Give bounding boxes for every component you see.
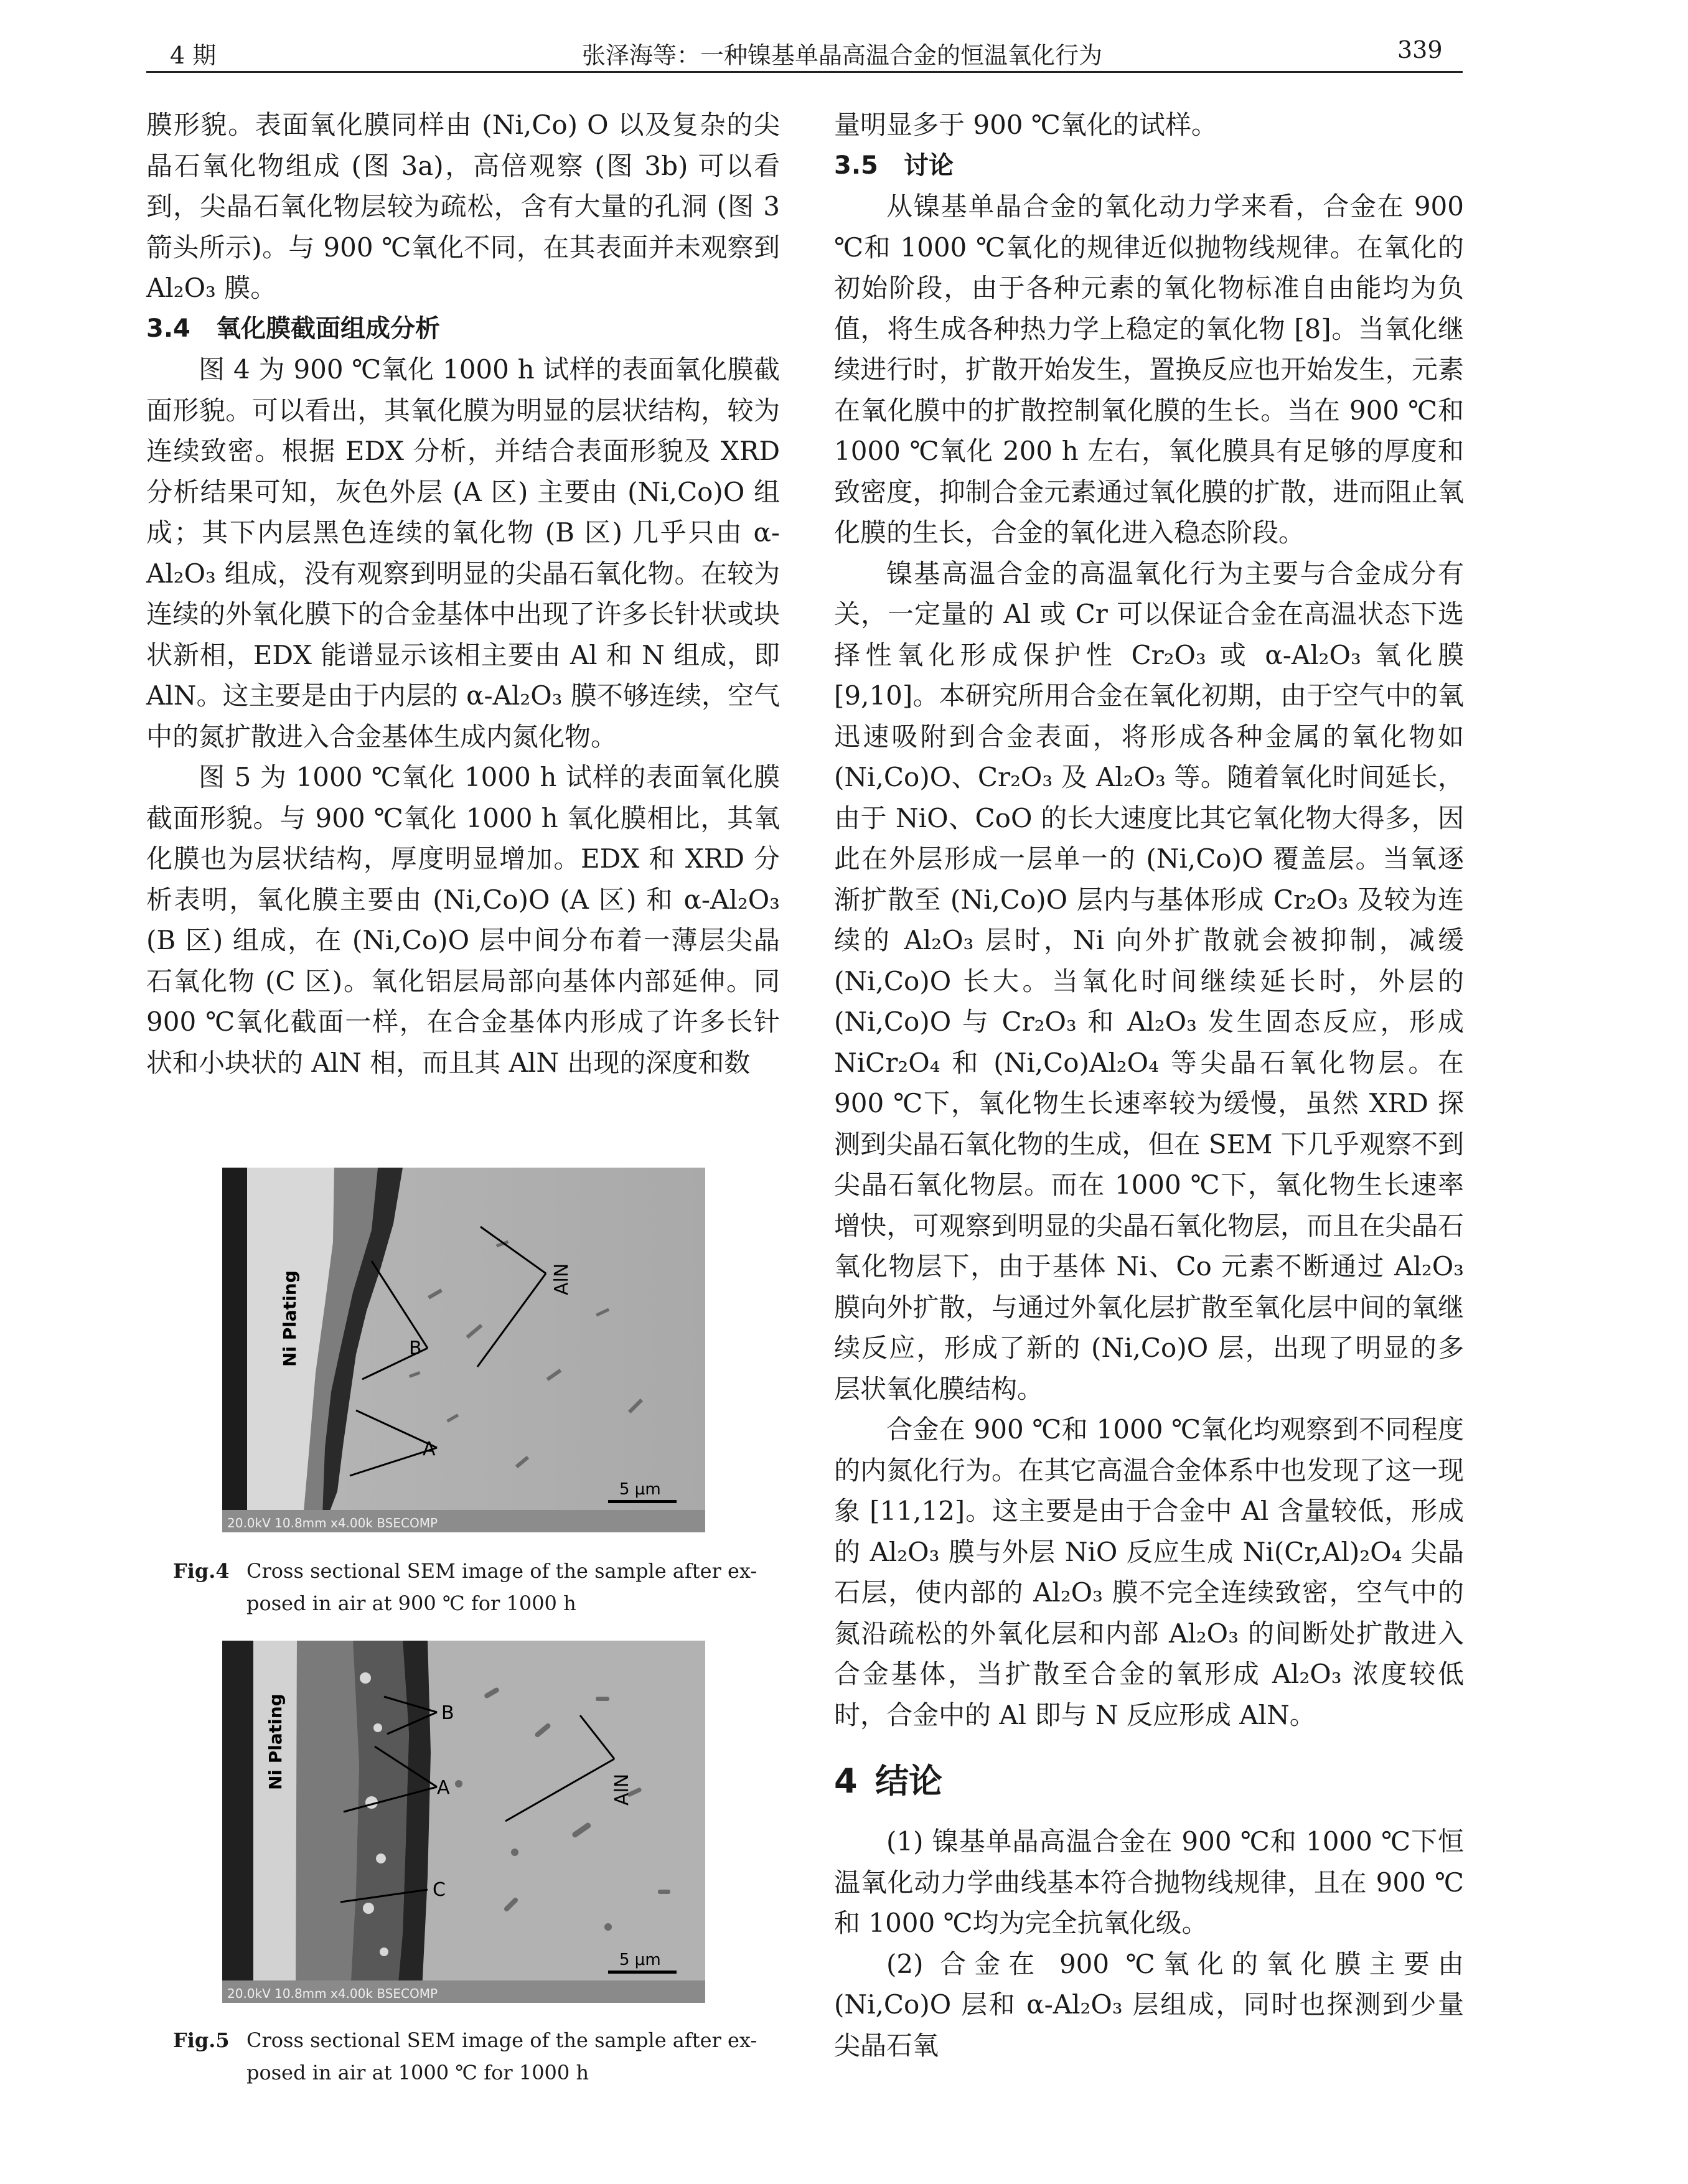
page-number: 339 (1397, 36, 1443, 63)
sem-info: 20.0kV 10.8mm x4.00k BSECOMP (227, 1986, 438, 2001)
paragraph: 膜形貌。表面氧化膜同样由 (Ni,Co) O 以及复杂的尖晶石氧化物组成 (图 3a)，高倍观察 (图 3b) 可以看到，尖晶石氧化物层较为疏松，含有大量的孔洞 (图 3 箭头所示)。与 900 ℃氧化不同，在其表面并未观察到 Al₂O₃ 膜。 (146, 110, 780, 303)
section-title: 氧化膜截面组成分析 (216, 314, 440, 343)
caption-text: posed in air at 1000 ℃ for 1000 h (246, 2061, 589, 2084)
label-ni-plating: Ni Plating (279, 1270, 300, 1367)
label-aln: AlN (551, 1263, 573, 1295)
section-heading-3-5 (834, 146, 1464, 187)
paragraph: 量明显多于 900 ℃氧化的试样。 (834, 110, 1217, 140)
caption-text: Cross sectional SEM image of the sample after ex- (246, 2028, 757, 2052)
paragraph: (2) 合金在 900 ℃氧化的氧化膜主要由 (Ni,Co)O 层和 α-Al₂O₃ 层组成，同时也探测到少量尖晶石氧 (834, 1948, 1464, 2061)
figure-5-caption (173, 2024, 757, 2089)
figure-5-sem-image (222, 1641, 705, 2003)
sem-info: 20.0kV 10.8mm x4.00k BSECOMP (227, 1516, 438, 1530)
label-aln: AlN (611, 1773, 633, 1806)
paragraph: (1) 镍基单晶高温合金在 900 ℃和 1000 ℃下恒温氧化动力学曲线基本符合抛物线规律，且在 900 ℃和 1000 ℃均为完全抗氧化级。 (834, 1826, 1464, 1938)
scale-label: 5 μm (619, 1951, 661, 1969)
caption-label: Fig.5 (173, 2028, 230, 2052)
issue-number: 4 期 (170, 42, 217, 69)
section-heading-3-4 (146, 309, 780, 350)
label-ni-plating: Ni Plating (265, 1694, 286, 1790)
figure-4-caption (173, 1555, 757, 1619)
caption-text: posed in air at 900 ℃ for 1000 h (246, 1591, 576, 1615)
scale-label: 5 μm (619, 1480, 661, 1499)
caption-text: Cross sectional SEM image of the sample after ex- (246, 1559, 757, 1583)
left-column (146, 105, 780, 1083)
paragraph: 图 5 为 1000 ℃氧化 1000 h 试样的表面氧化膜截面形貌。与 900 ℃氧化 1000 h 氧化膜相比，其氧化膜也为层状结构，厚度明显增加。EDX 和 XRD 分析表明，氧化膜主要由 (Ni,Co)O (A 区) 和 α-Al₂O₃ (B 区) 组成，在 (Ni,Co)O 层中间分布着一薄层尖晶石氧化物 (C 区)。氧化铝层局部向基体内部延伸。同 900 ℃氧化截面一样，在合金基体内形成了许多长针状和小块状的 AlN 相，而且其 AlN 出现的深度和数 (146, 762, 780, 1078)
label-c: C (433, 1879, 446, 1901)
section-title: 结论 (875, 1761, 942, 1801)
scale-bar (608, 1971, 677, 1974)
scale-bar (608, 1500, 677, 1503)
section-title: 讨论 (904, 151, 954, 180)
paragraph: 从镍基单晶合金的氧化动力学来看，合金在 900 ℃和 1000 ℃氧化的规律近似抛物线规律。在氧化的初始阶段，由于各种元素的氧化物标准自由能均为负值，将生成各种热力学上稳定的氧化物 [8]。当氧化继续进行时，扩散开始发生，置换反应也开始发生，元素在氧化膜中的扩散控制氧化膜的生长。当在 900 ℃和 1000 ℃氧化 200 h 左右，氧化膜具有足够的厚度和致密度，抑制合金元素通过氧化膜的扩散，进而阻止氧化膜的生长，合金的氧化进入稳态阶段。 (834, 191, 1464, 548)
label-b: B (441, 1702, 454, 1724)
running-header (146, 32, 1463, 73)
section-number: 4 (834, 1761, 858, 1801)
paragraph: 合金在 900 ℃和 1000 ℃氧化均观察到不同程度的内氮化行为。在其它高温合金体系中也发现了这一现象 [11,12]。这主要是由于合金中 Al 含量较低，形成的 Al₂O₃ 膜与外层 NiO 反应生成 Ni(Cr,Al)₂O₄ 尖晶石层，使内部的 Al₂O₃ 膜不完全连续致密，空气中的氮沿疏松的外氧化层和内部 Al₂O₃ 的间断处扩散进入合金基体，当扩散至合金的氧形成 Al₂O₃ 浓度较低时，合金中的 Al 即与 N 反应形成 AlN。 (834, 1414, 1464, 1730)
label-b: B (409, 1338, 422, 1359)
section-number: 3.5 (834, 151, 878, 180)
caption-label: Fig.4 (173, 1559, 230, 1583)
paragraph: 镍基高温合金的高温氧化行为主要与合金成分有关，一定量的 Al 或 Cr 可以保证合金在高温状态下选择性氧化形成保护性 Cr₂O₃ 或 α-Al₂O₃ 氧化膜 [9,10]。本研究所用合金在氧化初期，由于空气中的氧迅速吸附到合金表面，将形成各种金属的氧化物如 (Ni,Co)O、Cr₂O₃ 及 Al₂O₃ 等。随着氧化时间延长，由于 NiO、CoO 的长大速度比其它氧化物大得多，因此在外层形成一层单一的 (Ni,Co)O 覆盖层。当氧逐渐扩散至 (Ni,Co)O 层内与基体形成 Cr₂O₃ 及较为连续的 Al₂O₃ 层时，Ni 向外扩散就会被抑制，减缓 (Ni,Co)O 长大。当氧化时间继续延长时，外层的 (Ni,Co)O 与 Cr₂O₃ 和 Al₂O₃ 发生固态反应，形成 NiCr₂O₄ 和 (Ni,Co)Al₂O₄ 等尖晶石氧化物层。在 900 ℃下，氧化物生长速率较为缓慢，虽然 XRD 探测到尖晶石氧化物的生成，但在 SEM 下几乎观察不到尖晶石氧化物层。而在 1000 ℃下，氧化物生长速率增快，可观察到明显的尖晶石氧化物层，而且在尖晶石氧化物层下，由于基体 Ni、Co 元素不断通过 Al₂O₃ 膜向外扩散，与通过外氧化层扩散至氧化层中间的氧继续反应，形成了新的 (Ni,Co)O 层，出现了明显的多层状氧化膜结构。 (834, 558, 1464, 1404)
figure-4-sem-image (222, 1168, 705, 1532)
section-heading-4 (834, 1756, 1464, 1806)
label-a: A (437, 1777, 450, 1799)
paragraph: 图 4 为 900 ℃氧化 1000 h 试样的表面氧化膜截面形貌。可以看出，其氧化膜为明显的层状结构，较为连续致密。根据 EDX 分析，并结合表面形貌及 XRD 分析结果可知，灰色外层 (A 区) 主要由 (Ni,Co)O 组成；其下内层黑色连续的氧化物 (B 区) 几乎只由 α-Al₂O₃ 组成，没有观察到明显的尖晶石氧化物。在较为连续的外氧化膜下的合金基体中出现了许多长针状或块状新相，EDX 能谱显示该相主要由 Al 和 N 组成，即 AlN。这主要是由于内层的 α-Al₂O₃ 膜不够连续，空气中的氮扩散进入合金基体生成内氮化物。 (146, 354, 781, 752)
right-column (834, 105, 1464, 2066)
section-number: 3.4 (146, 314, 190, 343)
label-a: A (423, 1438, 436, 1460)
running-title: 张泽海等：一种镍基单晶高温合金的恒温氧化行为 (582, 42, 1103, 69)
